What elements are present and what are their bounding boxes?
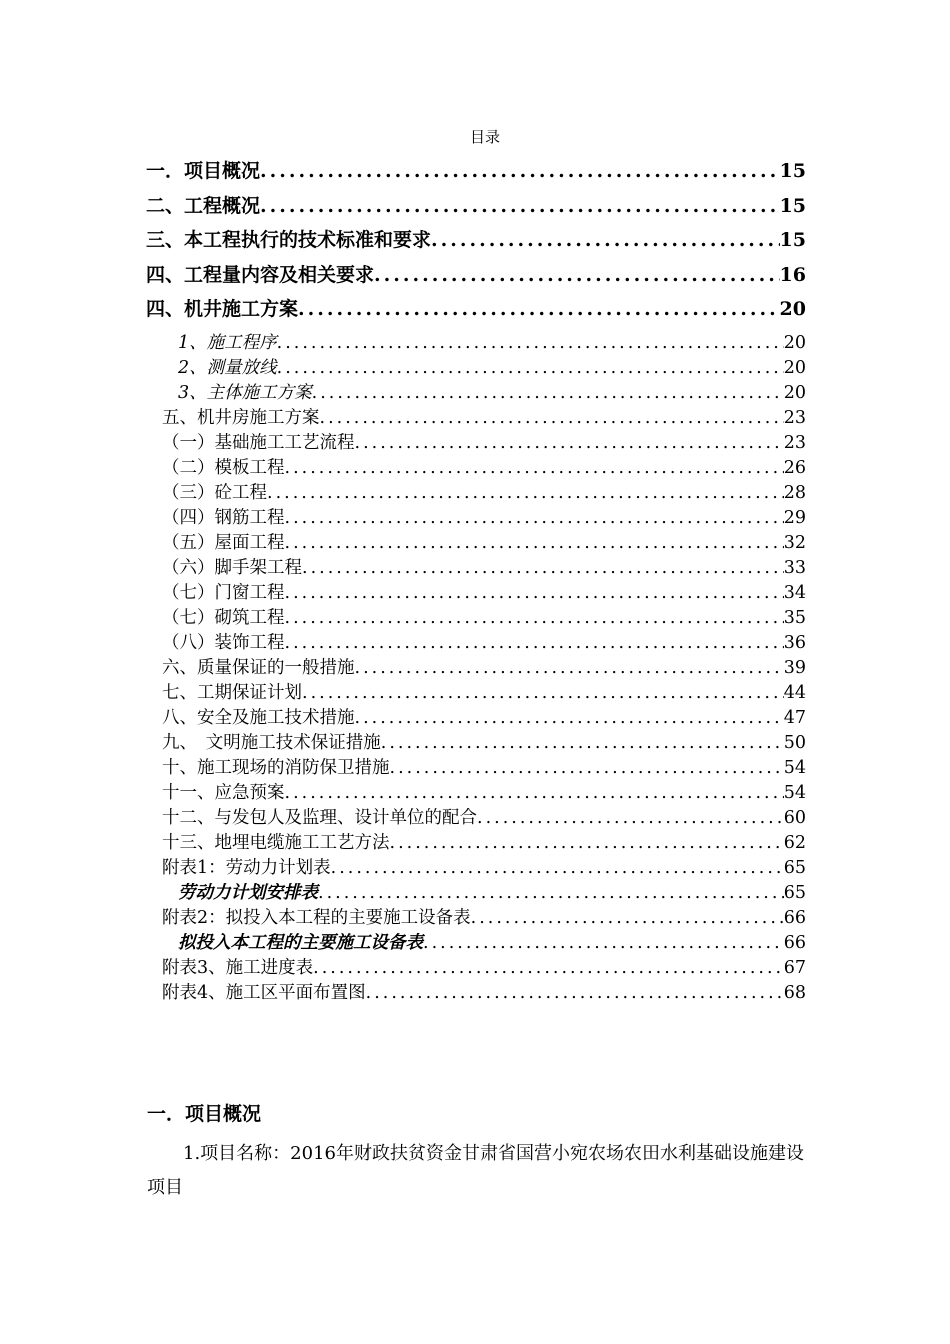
toc-entry-page: 54: [783, 783, 806, 803]
toc-entry[interactable]: [162, 431, 806, 455]
toc-entry-page: 15: [779, 195, 806, 217]
toc-entry-label: （八）装饰工程: [162, 633, 285, 653]
toc-leader-dots: [302, 681, 784, 705]
toc-entry-page: 35: [783, 608, 806, 628]
toc-entry-page: 23: [783, 408, 806, 428]
toc-entry-page: 66: [783, 933, 806, 953]
toc-entry[interactable]: [162, 631, 806, 655]
toc-leader-dots: [355, 656, 784, 680]
toc-entry-label: 一．项目概况: [146, 160, 261, 182]
toc-entry-page: 67: [783, 958, 806, 978]
toc-entry-label: （七）门窗工程: [162, 583, 285, 603]
toc-entry[interactable]: [162, 706, 806, 730]
toc-entry[interactable]: [178, 381, 806, 405]
toc-entry-page: 62: [783, 833, 806, 853]
toc-entry[interactable]: [146, 227, 806, 253]
toc-entry-page: 39: [783, 658, 806, 678]
toc-leader-dots: [320, 406, 784, 430]
toc-entry-page: 50: [783, 733, 806, 753]
toc-entry-page: 16: [779, 264, 806, 286]
toc-leader-dots: [390, 756, 784, 780]
toc-entry-page: 28: [783, 483, 806, 503]
toc-entry[interactable]: [162, 856, 806, 880]
toc-entry-label: 四、工程量内容及相关要求: [146, 264, 375, 286]
toc-leader-dots: [302, 556, 784, 580]
toc-entry-label: （四）钢筋工程: [162, 508, 285, 528]
toc-leader-dots: [355, 706, 784, 730]
toc-entry-label: 劳动力计划安排表: [178, 883, 318, 903]
toc-entry-page: 33: [783, 558, 806, 578]
toc-entry-label: 十一、应急预案: [162, 783, 285, 803]
toc-entry-page: 66: [783, 908, 806, 928]
toc-entry-label: 3、主体施工方案: [178, 383, 312, 403]
toc-leader-dots: [312, 381, 784, 405]
toc-entry[interactable]: [178, 881, 806, 905]
toc-leader-dots: [285, 581, 784, 605]
toc-leader-dots: [277, 356, 784, 380]
toc-leader-dots: [331, 856, 784, 880]
toc-entry[interactable]: [162, 531, 806, 555]
toc-entry-page: 65: [783, 883, 806, 903]
toc-entry-label: 十二、与发包人及监理、设计单位的配合: [162, 808, 477, 828]
toc-entry[interactable]: [146, 158, 806, 184]
toc-entry[interactable]: [162, 556, 806, 580]
toc-entry-label: 十三、地埋电缆施工工艺方法: [162, 833, 390, 853]
toc-entry-page: 60: [783, 808, 806, 828]
toc-entry-label: 附表2：拟投入本工程的主要施工设备表: [162, 908, 471, 928]
toc-leader-dots: [298, 296, 780, 322]
toc-leader-dots: [366, 981, 784, 1005]
toc-entry-label: （一）基础施工工艺流程: [162, 433, 355, 453]
toc-entry-page: 68: [783, 983, 806, 1003]
toc-entry-label: 三、本工程执行的技术标准和要求: [146, 229, 432, 251]
toc-entry-page: 65: [783, 858, 806, 878]
toc-leader-dots: [267, 481, 784, 505]
toc-entry-page: 36: [783, 633, 806, 653]
toc-entry-label: 附表4、施工区平面布置图: [162, 983, 366, 1003]
toc-leader-dots: [355, 431, 784, 455]
toc-leader-dots: [477, 806, 784, 830]
toc-entry-label: 六、质量保证的一般措施: [162, 658, 355, 678]
toc-entry[interactable]: [146, 193, 806, 219]
toc-entry-page: 29: [783, 508, 806, 528]
toc-entry[interactable]: [162, 981, 806, 1005]
toc-leader-dots: [285, 631, 784, 655]
toc-entry[interactable]: [162, 581, 806, 605]
toc-entry-page: 54: [783, 758, 806, 778]
toc-entry-page: 32: [783, 533, 806, 553]
toc-entry[interactable]: [162, 756, 806, 780]
toc-entry[interactable]: [162, 406, 806, 430]
toc-entry-label: 拟投入本工程的主要施工设备表: [178, 933, 423, 953]
toc-leader-dots: [260, 158, 780, 184]
toc-leader-dots: [431, 227, 780, 253]
toc-entry-page: 15: [779, 229, 806, 251]
toc-entry-label: 2、测量放线: [178, 358, 277, 378]
toc-entry[interactable]: [162, 806, 806, 830]
toc-entry[interactable]: [162, 781, 806, 805]
toc-entry-page: 23: [783, 433, 806, 453]
toc-entry-page: 20: [783, 358, 806, 378]
toc-entry[interactable]: [178, 331, 806, 355]
toc-leader-dots: [277, 331, 784, 355]
toc-leader-dots: [423, 931, 784, 955]
toc-entry-page: 20: [783, 333, 806, 353]
toc-entry-label: 八、安全及施工技术措施: [162, 708, 355, 728]
toc-entry-label: 四、机井施工方案: [146, 298, 299, 320]
toc-entry-page: 26: [783, 458, 806, 478]
toc-entry-page: 44: [783, 683, 806, 703]
toc-entry-label: 二、工程概况: [146, 195, 261, 217]
toc-entry[interactable]: [162, 656, 806, 680]
toc-entry-label: 九、 文明施工技术保证措施: [162, 733, 381, 753]
toc-leader-dots: [381, 731, 784, 755]
toc-entry[interactable]: [178, 356, 806, 380]
toc-entry-page: 34: [783, 583, 806, 603]
toc-entry-label: 附表1：劳动力计划表: [162, 858, 331, 878]
toc-entry-label: （二）模板工程: [162, 458, 285, 478]
toc-entry[interactable]: [146, 296, 806, 322]
toc-leader-dots: [313, 956, 784, 980]
toc-entry[interactable]: [162, 506, 806, 530]
toc-entry-page: 15: [779, 160, 806, 182]
section-heading: 一．项目概况: [147, 1103, 262, 1125]
body-paragraph: 1.项目名称：2016年财政扶贫资金甘肃省国营小宛农场农田水利基础设施建设项目: [147, 1143, 804, 1198]
toc-leader-dots: [285, 531, 784, 555]
toc-entry-label: （七）砌筑工程: [162, 608, 285, 628]
toc-entry[interactable]: [162, 956, 806, 980]
toc-entry-page: 20: [783, 383, 806, 403]
toc-leader-dots: [260, 193, 780, 219]
toc-entry-label: （五）屋面工程: [162, 533, 285, 553]
toc-entry-label: 十、施工现场的消防保卫措施: [162, 758, 390, 778]
toc-entry[interactable]: [178, 931, 806, 955]
toc-entry[interactable]: [162, 681, 806, 705]
toc-leader-dots: [390, 831, 784, 855]
toc-title: 目录: [469, 128, 500, 146]
toc-entry-label: 1、施工程序: [178, 333, 277, 353]
toc-entry-label: 七、工期保证计划: [162, 683, 302, 703]
toc-entry[interactable]: [162, 831, 806, 855]
toc-leader-dots: [285, 606, 784, 630]
toc-leader-dots: [374, 262, 780, 288]
toc-leader-dots: [285, 781, 784, 805]
toc-entry-label: （六）脚手架工程: [162, 558, 302, 578]
toc-entry-label: 五、机井房施工方案: [162, 408, 320, 428]
toc-entry[interactable]: [146, 262, 806, 288]
toc-entry[interactable]: [162, 456, 806, 480]
toc-entry-label: 附表3、施工进度表: [162, 958, 314, 978]
toc-leader-dots: [285, 506, 784, 530]
toc-entry-page: 47: [783, 708, 806, 728]
toc-leader-dots: [471, 906, 784, 930]
toc-entry-label: （三）砼工程: [162, 483, 267, 503]
toc-entry[interactable]: [162, 906, 806, 930]
toc-leader-dots: [285, 456, 784, 480]
toc-entry[interactable]: [162, 481, 806, 505]
toc-entry[interactable]: [162, 731, 806, 755]
toc-leader-dots: [318, 881, 784, 905]
toc-entry-page: 20: [779, 298, 806, 320]
toc-entry[interactable]: [162, 606, 806, 630]
